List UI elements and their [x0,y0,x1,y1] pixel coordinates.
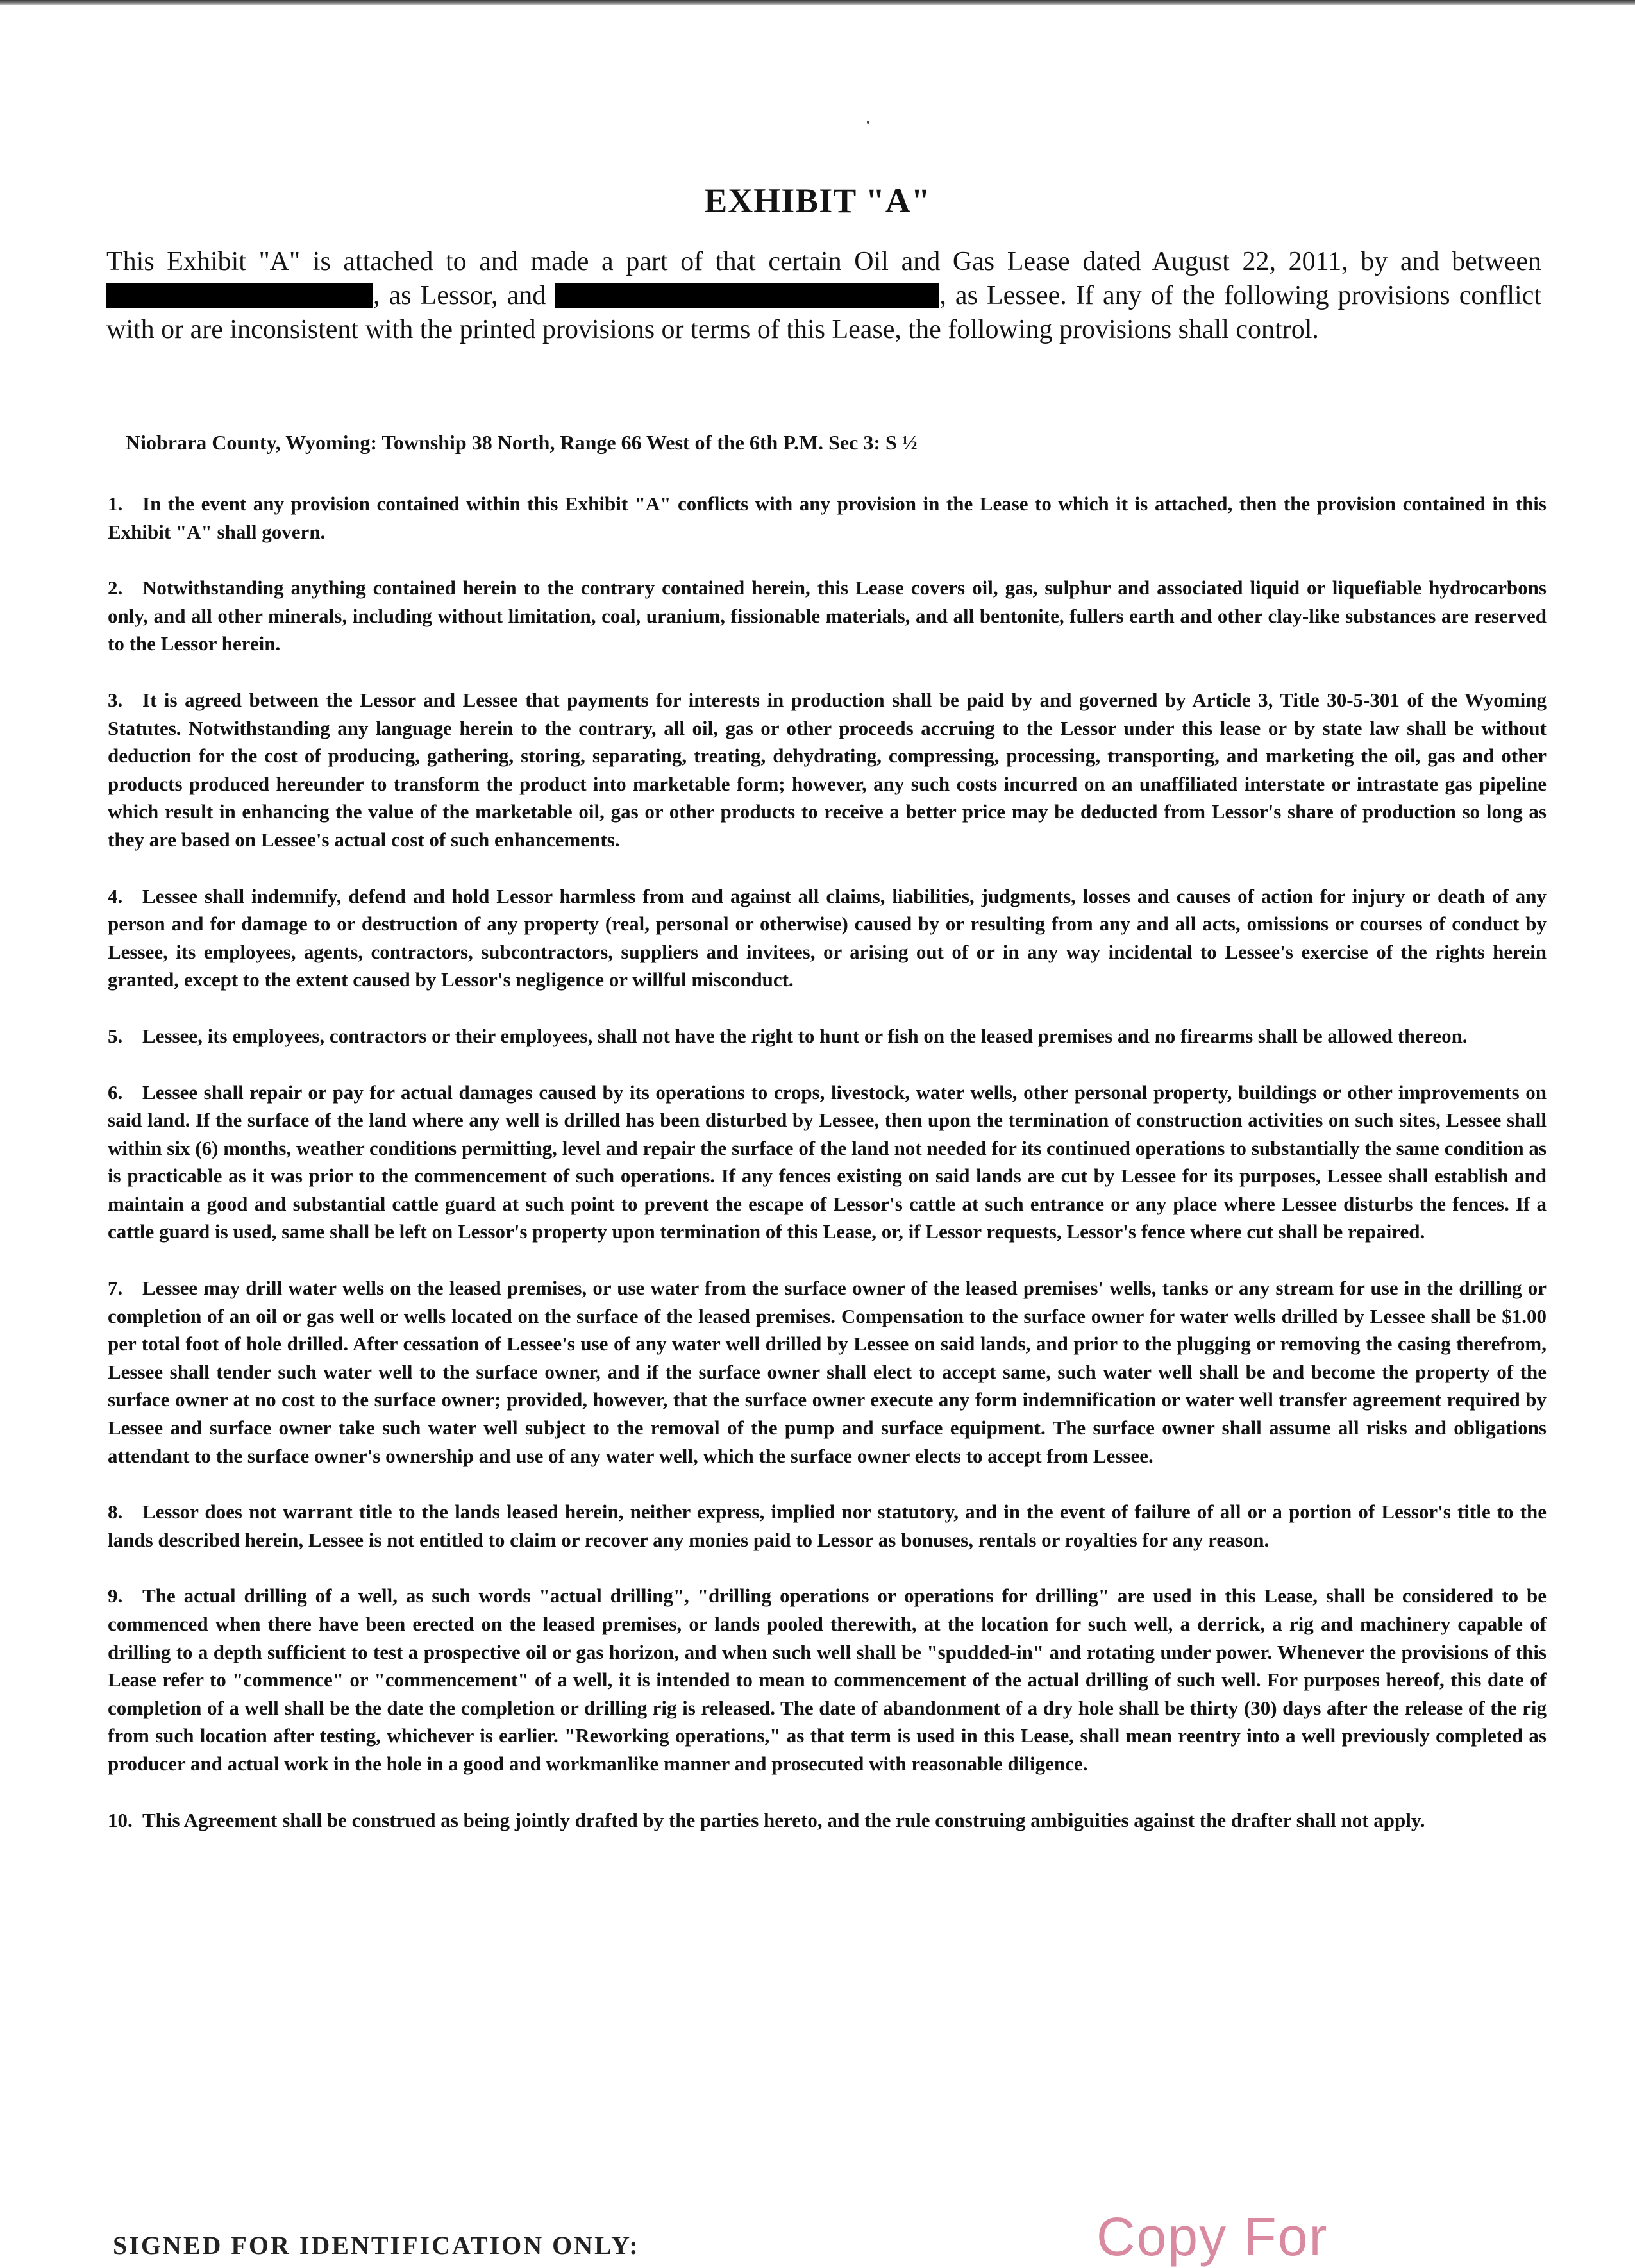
provision-text: Lessor does not warrant title to the lands leased herein, neither express, implied nor statutory, and in the event of failure of all or a portion of Lessor's title to the lands described herein, Lessee is not entitled to claim or recover any monies paid to Lessor as bonuses, rentals or royalties for any reason. [108,1500,1547,1551]
provision-number: 8. [108,1500,123,1524]
provision-5 [108,1022,1547,1050]
provision-number: 9. [108,1584,123,1608]
provision-3 [108,686,1547,854]
provisions-list [108,490,1547,1862]
provision-text: This Agreement shall be construed as being jointly drafted by the parties hereto, and the rule construing ambiguities against the drafter shall not apply. [142,1808,1425,1831]
provision-number: 4. [108,884,123,907]
provision-4 [108,882,1547,994]
provision-9 [108,1582,1547,1777]
provision-text: Notwithstanding anything contained herein to the contrary contained herein, this Lease covers oil, gas, sulphur and associated liquid or liquefiable hydrocarbons only, and all other minerals, including without limitation, coal, uranium, fissionable materials, and all bentonite, fullers earth and other clay-like substances are reserved to the Lessor herein. [108,576,1547,655]
provision-text: Lessee shall repair or pay for actual damages caused by its operations to crops, livestock, water wells, other personal property, buildings or other improvements on said land. If the surface of the land where any well is drilled has been disturbed by Lessee, then upon the termination of construction activities on such sites, Lessee shall within six (6) months, weather conditions permitting, level and repair the surface of the land not needed for its continued operations to substantially the same condition as is practicable as it was prior to the commencement of such operations. If any fences existing on said lands are cut by Lessee for its purposes, Lessee shall establish and maintain a good and substantial cattle guard at such point to prevent the escape of Lessor's cattle at such entrance or any place where Lessee disturbs the fences. If a cattle guard is used, same shall be left on Lessor's property upon termination of this Lease, or, if Lessor requests, Lessor's fence where cut shall be repaired. [108,1080,1547,1243]
provision-7 [108,1274,1547,1470]
provision-text: In the event any provision contained within this Exhibit "A" conflicts with any provision in the Lease to which it is attached, then the provision contained in this Exhibit "A" shall govern. [108,492,1547,543]
scan-top-edge [0,0,1635,5]
provision-2 [108,574,1547,658]
copy-stamp: Copy For [1096,2206,1329,2267]
provision-6 [108,1079,1547,1247]
intro-text-2: , as Lessor, and [373,281,546,310]
lessee-redaction [555,283,939,308]
provision-text: The actual drilling of a well, as such words "actual drilling", "drilling operations or operations for drilling" are used in this Lease, shall be considered to be commenced when there have been erected on the leased premises, or lands pooled therewith, at the location for such well, a derrick, a rig and machinery capable of drilling to a depth sufficient to test a prospective oil or gas horizon, and when such well shall be "spudded-in" and rotating under power. Whenever the provisions of this Lease refer to "commence" or "commencement" of a well, it is intended to mean to commencement of the actual drilling of such well. For purposes hereof, this date of completion of a well shall be the date the completion or drilling rig is released. The date of abandonment of a dry hole shall be thirty (30) days after the release of the rig from such location after testing, whichever is earlier. "Reworking operations," as that term is used in this Lease, shall mean reentry into a well previously completed as producer and actual work in the hole in a good and workmanlike manner and prosecuted with reasonable diligence. [108,1584,1547,1775]
provision-number: 5. [108,1024,123,1047]
provision-number: 2. [108,576,123,600]
provision-number: 1. [108,492,123,515]
provision-8 [108,1498,1547,1554]
provision-text: It is agreed between the Lessor and Lessee that payments for interests in production shall be paid by and governed by Article 3, Title 30-5-301 of the Wyoming Statutes. Notwithstanding any language herein to the contrary, all oil, gas or other proceeds accruing to the Lessor under this lease or by state law shall be without deduction for the cost of producing, gathering, storing, separating, treating, dehydrating, compressing, processing, transporting, and marketing the oil, gas and other products produced hereunder to transform the product into marketable form; however, any such costs incurred on an unaffiliated interstate or intrastate gas pipeline which result in enhancing the value of the marketable oil, gas or other products to receive a better price may be deducted from Lessor's share of production so long as they are based on Lessee's actual cost of such enhancements. [108,688,1547,851]
provision-1 [108,490,1547,546]
intro-text-1: This Exhibit "A" is attached to and made a part of that certain Oil and Gas Lease dated August 22, 2011, by and between [106,247,1541,276]
provision-number: 10. [108,1808,133,1831]
provision-text: Lessee shall indemnify, defend and hold Lessor harmless from and against all claims, liabilities, judgments, losses and causes of action for injury or death of any person and for damage to or destruction of any property (real, personal or otherwise) caused by or resulting from any and all acts, omissions or courses of conduct by Lessee, its employees, agents, contractors, subcontractors, suppliers and invitees, or arising out of or in any way incidental to Lessee's exercise of the rights herein granted, except to the extent caused by Lessor's negligence or willful misconduct. [108,884,1547,991]
provision-number: 6. [108,1080,123,1104]
provision-text: Lessee may drill water wells on the leased premises, or use water from the surface owner of the leased premises' wells, tanks or any stream for use in the drilling or completion of an oil or gas well or wells located on the surface of the leased premises. Compensation to the surface owner for water wells drilled by Lessee shall be $1.00 per total foot of hole drilled. After cessation of Lessee's use of any water well drilled by Lessee on said lands, and prior to the plugging or removing the casing therefrom, Lessee shall tender such water well to the surface owner, and if the surface owner shall elect to accept same, such water well shall be and become the property of the surface owner at no cost to the surface owner; provided, however, that the surface owner execute any form indemnification or water well transfer agreement required by Lessee and surface owner take such water well subject to the removal of the pump and surface equipment. The surface owner shall assume all risks and obligations attendant to the surface owner's ownership and use of any water well, which the surface owner elects to accept from Lessee. [108,1277,1547,1467]
exhibit-title: EXHIBIT "A" [704,181,931,220]
intro-text-3: , as Lessee. If any of the following provisions conflict with or are inconsistent with the printed provisions or terms of this Lease, the following provisions shall control. [106,281,1542,344]
legal-description: Niobrara County, Wyoming: Township 38 North, Range 66 West of the 6th P.M. Sec 3: S ½ [126,431,918,454]
lessor-redaction [106,283,373,308]
intro-paragraph [106,245,1541,347]
provision-10 [108,1806,1547,1835]
signed-for-identification: SIGNED FOR IDENTIFICATION ONLY: [113,2231,640,2260]
provision-number: 7. [108,1277,123,1300]
scan-speck [867,121,869,124]
provision-number: 3. [108,688,123,711]
provision-text: Lessee, its employees, contractors or their employees, shall not have the right to hunt or fish on the leased premises and no firearms shall be allowed thereon. [142,1024,1468,1047]
